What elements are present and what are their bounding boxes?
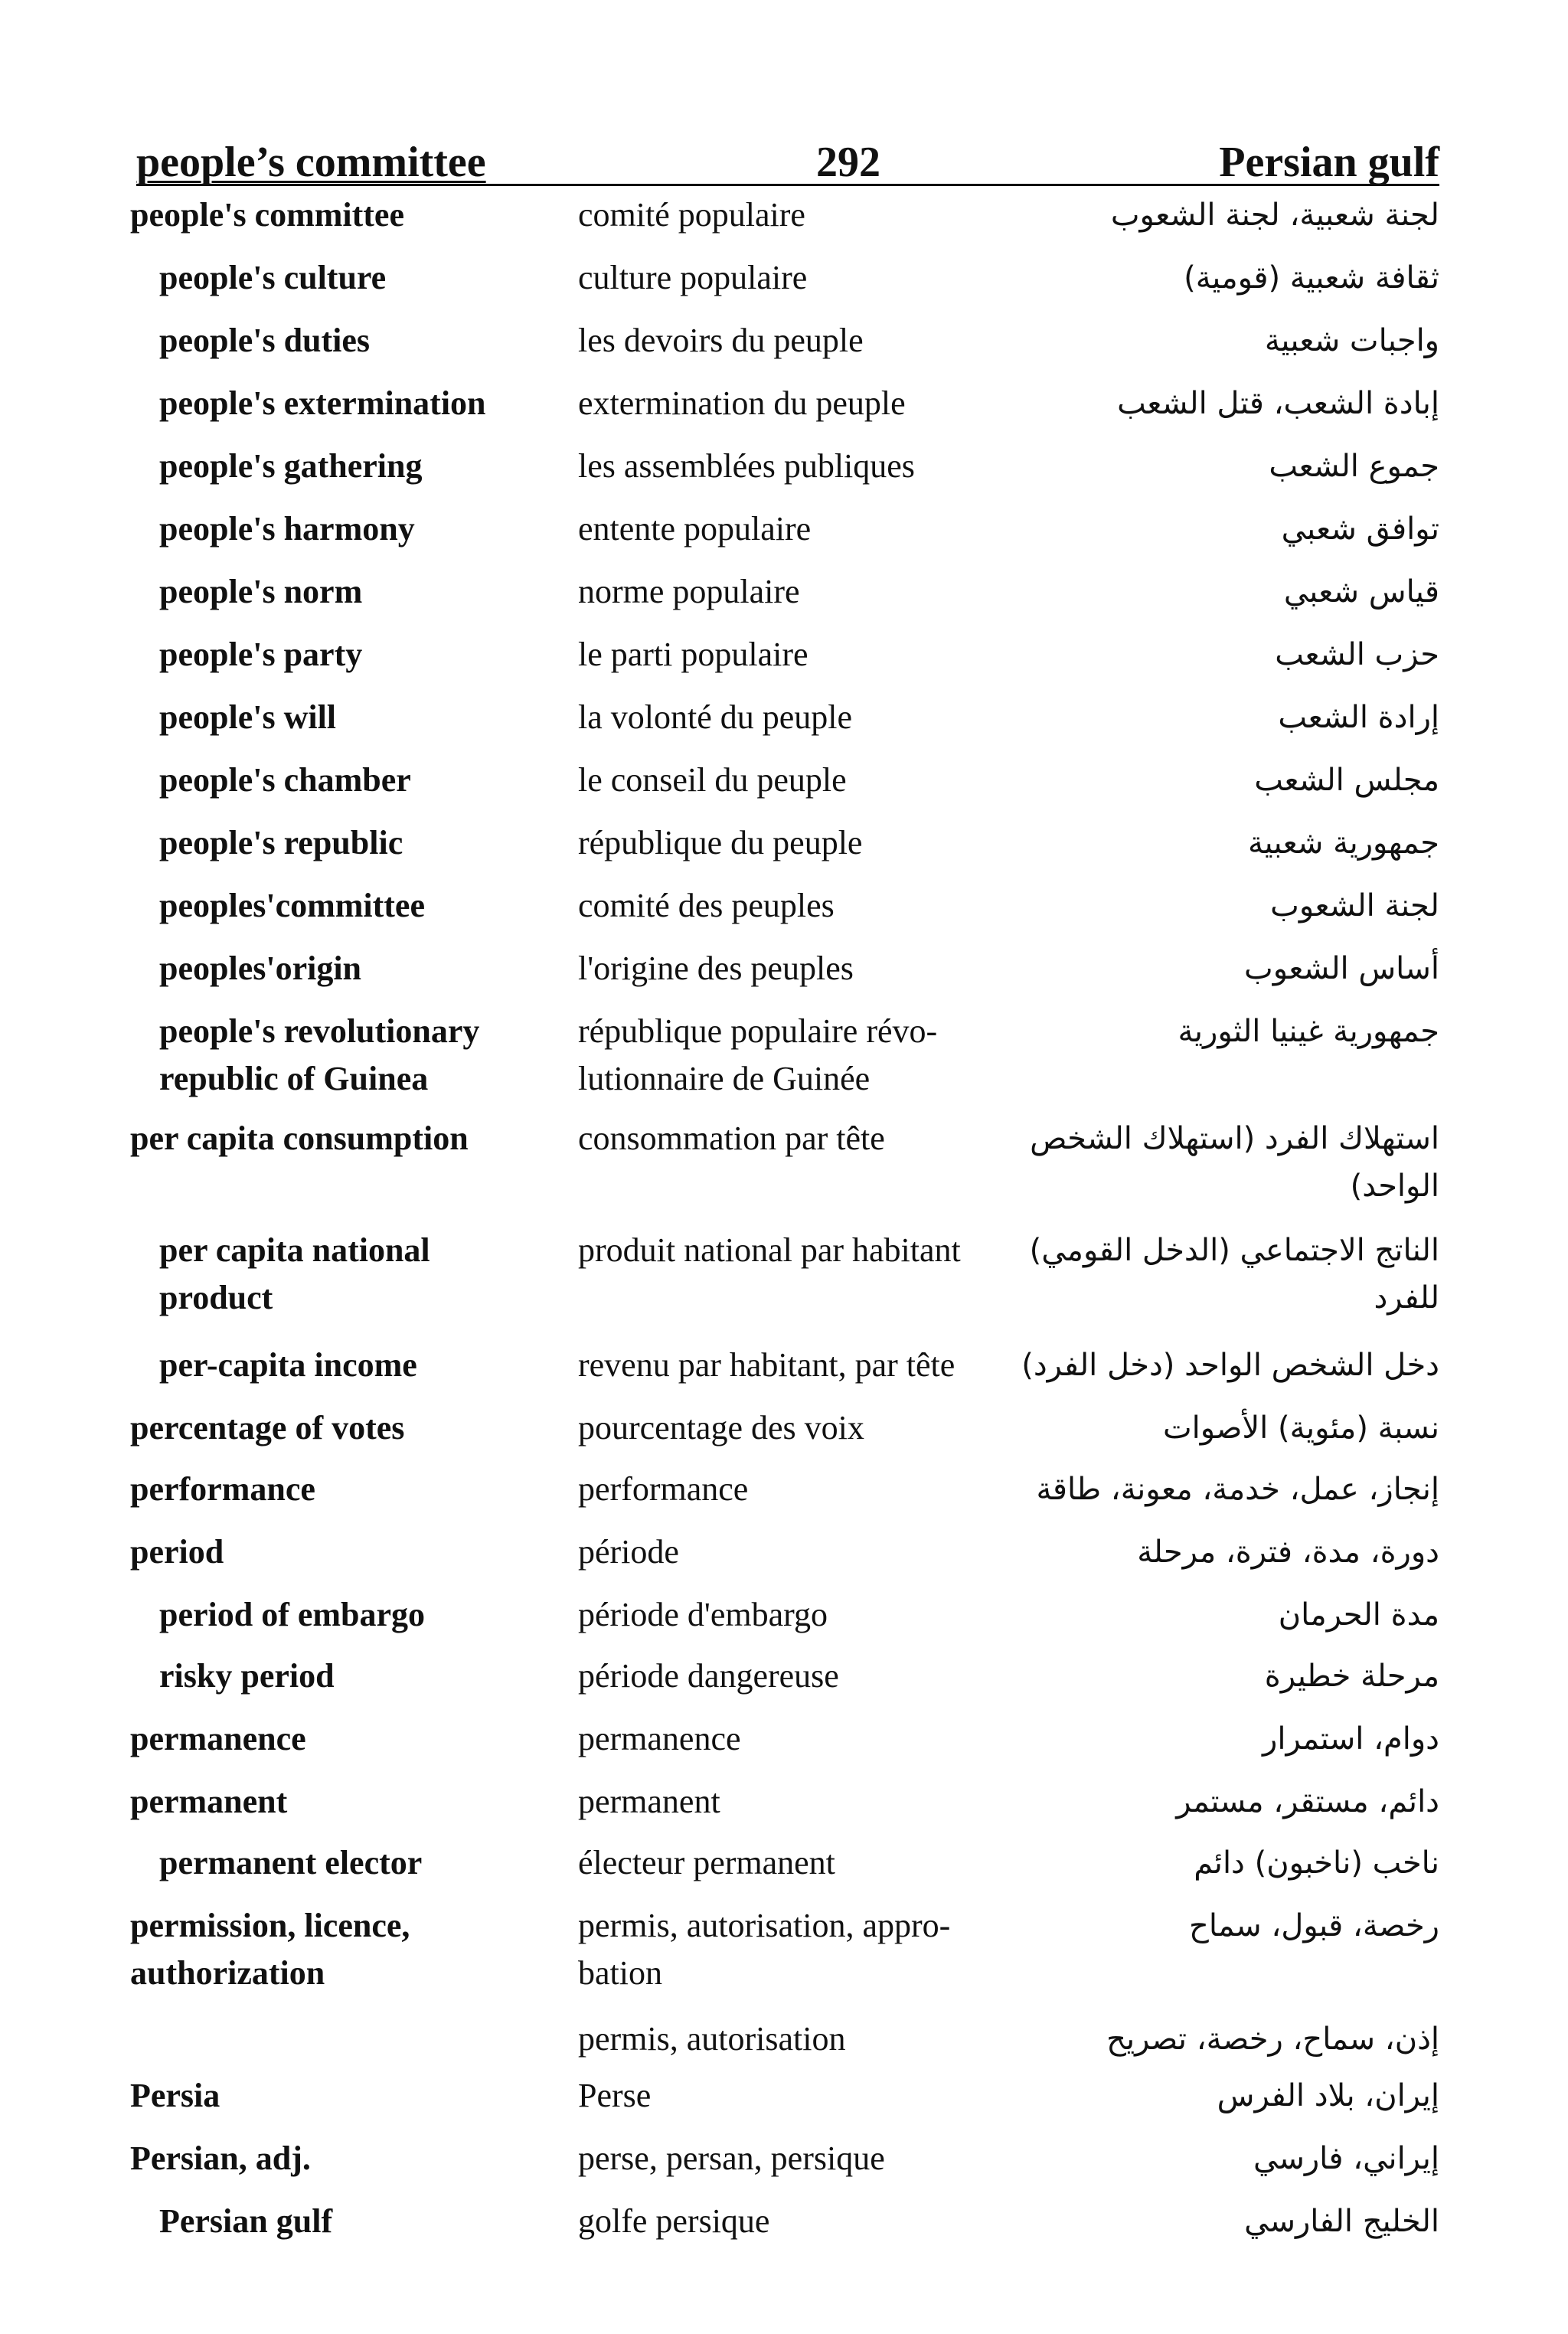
page-header bbox=[136, 123, 1439, 186]
arabic-term-line: لجنة الشعوب bbox=[1270, 888, 1439, 923]
arabic-term-line: نسبة (مئوية) الأصوات bbox=[1162, 1411, 1439, 1446]
french-term-line: république du peuple bbox=[578, 824, 863, 861]
entry-row bbox=[0, 1778, 1568, 1839]
french-term bbox=[578, 757, 847, 804]
arabic-term bbox=[1244, 2198, 1439, 2245]
arabic-term bbox=[1254, 757, 1439, 804]
arabic-term-line: أساس الشعوب bbox=[1244, 951, 1439, 986]
english-term bbox=[159, 819, 403, 867]
arabic-term bbox=[1117, 380, 1439, 427]
french-term-line: golfe persique bbox=[578, 2202, 770, 2240]
french-term bbox=[578, 1591, 828, 1639]
entry-row bbox=[0, 317, 1568, 380]
english-term-line: people's chamber bbox=[159, 761, 411, 799]
entry-row bbox=[0, 1466, 1568, 1528]
page-number: 292 bbox=[816, 139, 880, 186]
entry-row bbox=[0, 380, 1568, 443]
arabic-term bbox=[1217, 2072, 1439, 2120]
english-term-line: period bbox=[130, 1533, 224, 1571]
french-term bbox=[578, 1342, 955, 1389]
entry-row bbox=[0, 1839, 1568, 1902]
english-term bbox=[159, 631, 362, 678]
entry-row bbox=[0, 882, 1568, 945]
arabic-term-line: رخصة، قبول، سماح bbox=[1189, 1908, 1439, 1943]
entry-row bbox=[0, 2072, 1568, 2135]
arabic-term bbox=[1106, 2015, 1439, 2063]
english-term bbox=[130, 1404, 404, 1452]
entry-row bbox=[0, 1902, 1568, 2015]
english-term bbox=[130, 2135, 311, 2182]
french-term bbox=[578, 505, 811, 553]
english-term-line: permanence bbox=[130, 1720, 306, 1757]
english-term-line: people's gathering bbox=[159, 447, 423, 485]
french-term bbox=[578, 443, 915, 490]
french-term-line: comité des peuples bbox=[578, 887, 835, 924]
english-term-line: people's duties bbox=[159, 322, 371, 359]
entry-row bbox=[0, 1404, 1568, 1466]
arabic-term-line: دائم، مستقر، مستمر bbox=[1176, 1784, 1439, 1819]
arabic-term-line: الواحد) bbox=[1350, 1169, 1439, 1204]
arabic-term bbox=[1137, 1528, 1439, 1576]
english-term-line: permanent elector bbox=[159, 1844, 423, 1881]
english-term bbox=[130, 1902, 410, 1997]
arabic-term-line: جمهورية غينيا الثورية bbox=[1178, 1014, 1439, 1049]
french-term-line: la volonté du peuple bbox=[578, 698, 853, 736]
english-term bbox=[159, 945, 361, 992]
entry-row bbox=[0, 2198, 1568, 2260]
french-term-line: république populaire révo- bbox=[578, 1012, 938, 1050]
french-term bbox=[578, 1839, 835, 1887]
entry-row bbox=[0, 1528, 1568, 1591]
english-term-line: per-capita income bbox=[159, 1346, 417, 1384]
french-term bbox=[578, 819, 862, 867]
entry-row bbox=[0, 1652, 1568, 1715]
english-term bbox=[159, 254, 386, 302]
french-term-line: le conseil du peuple bbox=[578, 761, 847, 799]
english-term-line: republic of Guinea bbox=[159, 1060, 429, 1097]
entry-row bbox=[0, 945, 1568, 1008]
arabic-term bbox=[1265, 317, 1439, 364]
french-term-line: les assemblées publiques bbox=[578, 447, 915, 485]
arabic-term bbox=[1021, 1342, 1439, 1389]
english-term-line: people's republic bbox=[159, 824, 403, 861]
arabic-term-line: دخل الشخص الواحد (دخل الفرد) bbox=[1021, 1348, 1439, 1383]
entries-list bbox=[0, 191, 1568, 2260]
french-term bbox=[578, 1008, 937, 1103]
french-term bbox=[578, 568, 800, 616]
french-term-line: lutionnaire de Guinée bbox=[578, 1060, 871, 1097]
english-term bbox=[159, 568, 362, 616]
english-term-line: Persian gulf bbox=[159, 2202, 333, 2240]
arabic-term bbox=[1248, 819, 1439, 867]
arabic-term bbox=[1269, 443, 1439, 490]
french-term-line: le parti populaire bbox=[578, 636, 808, 673]
english-term bbox=[159, 1839, 422, 1887]
french-term bbox=[578, 1227, 961, 1274]
arabic-term bbox=[1036, 1466, 1439, 1513]
arabic-term bbox=[1184, 254, 1439, 302]
arabic-term-line: واجبات شعبية bbox=[1264, 323, 1439, 358]
arabic-term bbox=[1111, 191, 1439, 239]
arabic-term bbox=[1176, 1778, 1439, 1826]
arabic-term bbox=[1263, 1715, 1439, 1763]
arabic-term-line: استهلاك الفرد (استهلاك الشخص bbox=[1030, 1121, 1439, 1156]
arabic-term-line: إيران، بلاد الفرس bbox=[1217, 2078, 1439, 2113]
french-term-line: période bbox=[578, 1533, 679, 1571]
entry-row bbox=[0, 568, 1568, 631]
english-term bbox=[130, 1115, 469, 1162]
french-term-line: perse, persan, persique bbox=[578, 2140, 885, 2177]
english-term-line: per capita consumption bbox=[130, 1120, 469, 1157]
english-term-line: people's culture bbox=[159, 259, 387, 296]
english-term-line: performance bbox=[130, 1470, 315, 1508]
arabic-term bbox=[1244, 945, 1439, 992]
french-term bbox=[578, 191, 805, 239]
english-term bbox=[130, 1715, 306, 1763]
french-term bbox=[578, 631, 808, 678]
french-term bbox=[578, 2198, 769, 2245]
arabic-term-line: جمهورية شعبية bbox=[1248, 825, 1439, 861]
french-term-line: permis, autorisation, appro- bbox=[578, 1907, 951, 1944]
french-term bbox=[578, 254, 807, 302]
french-term bbox=[578, 1652, 839, 1700]
french-term bbox=[578, 694, 852, 741]
english-term bbox=[159, 1227, 430, 1322]
entry-row bbox=[0, 2015, 1568, 2072]
entry-row bbox=[0, 1008, 1568, 1115]
english-term-line: Persia bbox=[130, 2077, 220, 2114]
french-term-line: performance bbox=[578, 1470, 749, 1508]
arabic-term-line: الناتج الاجتماعي (الدخل القومي) bbox=[1029, 1233, 1439, 1268]
english-term-line: authorization bbox=[130, 1954, 325, 1992]
english-term bbox=[159, 1008, 479, 1103]
english-term-line: people's will bbox=[159, 698, 337, 736]
english-term-line: period of embargo bbox=[159, 1596, 426, 1633]
arabic-term-line: دوام، استمرار bbox=[1263, 1721, 1439, 1757]
french-term-line: comité populaire bbox=[578, 196, 805, 234]
header-left-guideword: people’s committee bbox=[136, 139, 486, 186]
english-term bbox=[159, 505, 415, 553]
arabic-term bbox=[1282, 505, 1439, 553]
arabic-term-line: قياس شعبي bbox=[1283, 574, 1439, 610]
french-term-line: consommation par tête bbox=[578, 1120, 885, 1157]
french-term bbox=[578, 945, 854, 992]
french-term bbox=[578, 1404, 864, 1452]
english-term bbox=[159, 694, 336, 741]
french-term-line: produit national par habitant bbox=[578, 1231, 961, 1269]
entry-row bbox=[0, 1342, 1568, 1404]
english-term-line: people's party bbox=[159, 636, 363, 673]
french-term bbox=[578, 1528, 679, 1576]
entry-row bbox=[0, 1715, 1568, 1778]
french-term bbox=[578, 1778, 720, 1826]
english-term-line: people's revolutionary bbox=[159, 1012, 480, 1050]
english-term bbox=[159, 443, 422, 490]
english-term bbox=[159, 1342, 417, 1389]
entry-row bbox=[0, 191, 1568, 254]
english-term bbox=[159, 757, 411, 804]
english-term bbox=[130, 1528, 224, 1576]
entry-row bbox=[0, 1591, 1568, 1652]
french-term-line: culture populaire bbox=[578, 259, 808, 296]
french-term bbox=[578, 1715, 741, 1763]
english-term bbox=[159, 380, 486, 427]
french-term-line: entente populaire bbox=[578, 510, 812, 548]
arabic-term bbox=[1278, 694, 1439, 741]
english-term-line: permanent bbox=[130, 1783, 288, 1820]
arabic-term bbox=[1284, 568, 1439, 616]
arabic-term-line: إذن، سماح، رخصة، تصريح bbox=[1106, 2022, 1439, 2057]
arabic-term-line: توافق شعبي bbox=[1281, 512, 1439, 547]
arabic-term-line: إنجاز، عمل، خدمة، معونة، طاقة bbox=[1036, 1472, 1439, 1507]
french-term bbox=[578, 2015, 846, 2063]
english-term-line: permission, licence, bbox=[130, 1907, 410, 1944]
english-term bbox=[159, 1652, 335, 1700]
arabic-term bbox=[1194, 1839, 1439, 1887]
arabic-term bbox=[1178, 1008, 1439, 1055]
arabic-term bbox=[1265, 1652, 1439, 1700]
entry-row bbox=[0, 631, 1568, 694]
arabic-term bbox=[1163, 1404, 1439, 1452]
entry-row bbox=[0, 505, 1568, 568]
arabic-term-line: للفرد bbox=[1374, 1280, 1439, 1316]
french-term bbox=[578, 1902, 950, 1997]
arabic-term bbox=[1253, 2135, 1439, 2182]
arabic-term bbox=[1275, 631, 1439, 678]
french-term bbox=[578, 882, 835, 930]
arabic-term-line: ثقافة شعبية (قومية) bbox=[1184, 260, 1439, 296]
arabic-term bbox=[1189, 1902, 1439, 1950]
french-term-line: les devoirs du peuple bbox=[578, 322, 864, 359]
french-term bbox=[578, 1466, 748, 1513]
english-term-line: people's extermination bbox=[159, 384, 486, 422]
english-term bbox=[130, 2072, 220, 2120]
entry-row bbox=[0, 2135, 1568, 2198]
entry-row bbox=[0, 443, 1568, 505]
english-term-line: people's norm bbox=[159, 573, 363, 610]
arabic-term-line: ناخب (ناخبون) دائم bbox=[1194, 1845, 1439, 1881]
english-term bbox=[159, 882, 425, 930]
header-right-guideword: Persian gulf bbox=[1219, 139, 1439, 186]
french-term-line: électeur permanent bbox=[578, 1844, 835, 1881]
entry-row bbox=[0, 819, 1568, 882]
english-term bbox=[159, 317, 370, 364]
entry-row bbox=[0, 757, 1568, 819]
arabic-term-line: الخليج الفارسي bbox=[1244, 2204, 1439, 2239]
arabic-term bbox=[1279, 1591, 1439, 1639]
french-term-line: période dangereuse bbox=[578, 1657, 839, 1695]
french-term bbox=[578, 2135, 885, 2182]
french-term-line: période d'embargo bbox=[578, 1596, 828, 1633]
english-term bbox=[130, 1778, 287, 1826]
arabic-term-line: لجنة شعبية، لجنة الشعوب bbox=[1110, 198, 1439, 233]
arabic-term bbox=[1030, 1115, 1439, 1210]
french-term bbox=[578, 380, 906, 427]
french-term-line: revenu par habitant, par tête bbox=[578, 1346, 956, 1384]
french-term-line: Perse bbox=[578, 2077, 652, 2114]
arabic-term bbox=[1270, 882, 1439, 930]
french-term bbox=[578, 1115, 885, 1162]
french-term bbox=[578, 317, 864, 364]
arabic-term-line: إيراني، فارسي bbox=[1253, 2141, 1439, 2176]
french-term-line: permis, autorisation bbox=[578, 2020, 846, 2058]
english-term bbox=[130, 1466, 315, 1513]
entry-row bbox=[0, 254, 1568, 317]
french-term-line: bation bbox=[578, 1954, 662, 1992]
arabic-term-line: مدة الحرمان bbox=[1278, 1597, 1439, 1633]
arabic-term-line: مرحلة خطيرة bbox=[1264, 1659, 1439, 1694]
english-term bbox=[130, 191, 404, 239]
entry-row bbox=[0, 1227, 1568, 1342]
french-term bbox=[578, 2072, 651, 2120]
entry-row bbox=[0, 694, 1568, 757]
english-term-line: peoples'committee bbox=[159, 887, 425, 924]
arabic-term bbox=[1030, 1227, 1439, 1322]
french-term-line: permanence bbox=[578, 1720, 741, 1757]
french-term-line: norme populaire bbox=[578, 573, 800, 610]
arabic-term-line: دورة، مدة، فترة، مرحلة bbox=[1137, 1535, 1439, 1570]
french-term-line: extermination du peuple bbox=[578, 384, 906, 422]
english-term-line: peoples'origin bbox=[159, 950, 362, 987]
french-term-line: pourcentage des voix bbox=[578, 1409, 864, 1446]
english-term-line: per capita national bbox=[159, 1231, 430, 1269]
french-term-line: l'origine des peuples bbox=[578, 950, 854, 987]
arabic-term-line: جموع الشعب bbox=[1269, 449, 1439, 484]
french-term-line: permanent bbox=[578, 1783, 720, 1820]
english-term-line: risky period bbox=[159, 1657, 335, 1695]
english-term-line: people's committee bbox=[130, 196, 404, 234]
english-term-line: percentage of votes bbox=[130, 1409, 405, 1446]
english-term-line: Persian, adj. bbox=[130, 2140, 311, 2177]
english-term bbox=[159, 2198, 332, 2245]
entry-row bbox=[0, 1115, 1568, 1227]
arabic-term-line: مجلس الشعب bbox=[1254, 763, 1439, 798]
english-term-line: product bbox=[159, 1279, 273, 1316]
english-term-line: people's harmony bbox=[159, 510, 415, 548]
arabic-term-line: حزب الشعب bbox=[1275, 637, 1439, 672]
arabic-term-line: إرادة الشعب bbox=[1278, 700, 1439, 735]
arabic-term-line: إبادة الشعب، قتل الشعب bbox=[1117, 386, 1439, 421]
english-term bbox=[159, 1591, 425, 1639]
